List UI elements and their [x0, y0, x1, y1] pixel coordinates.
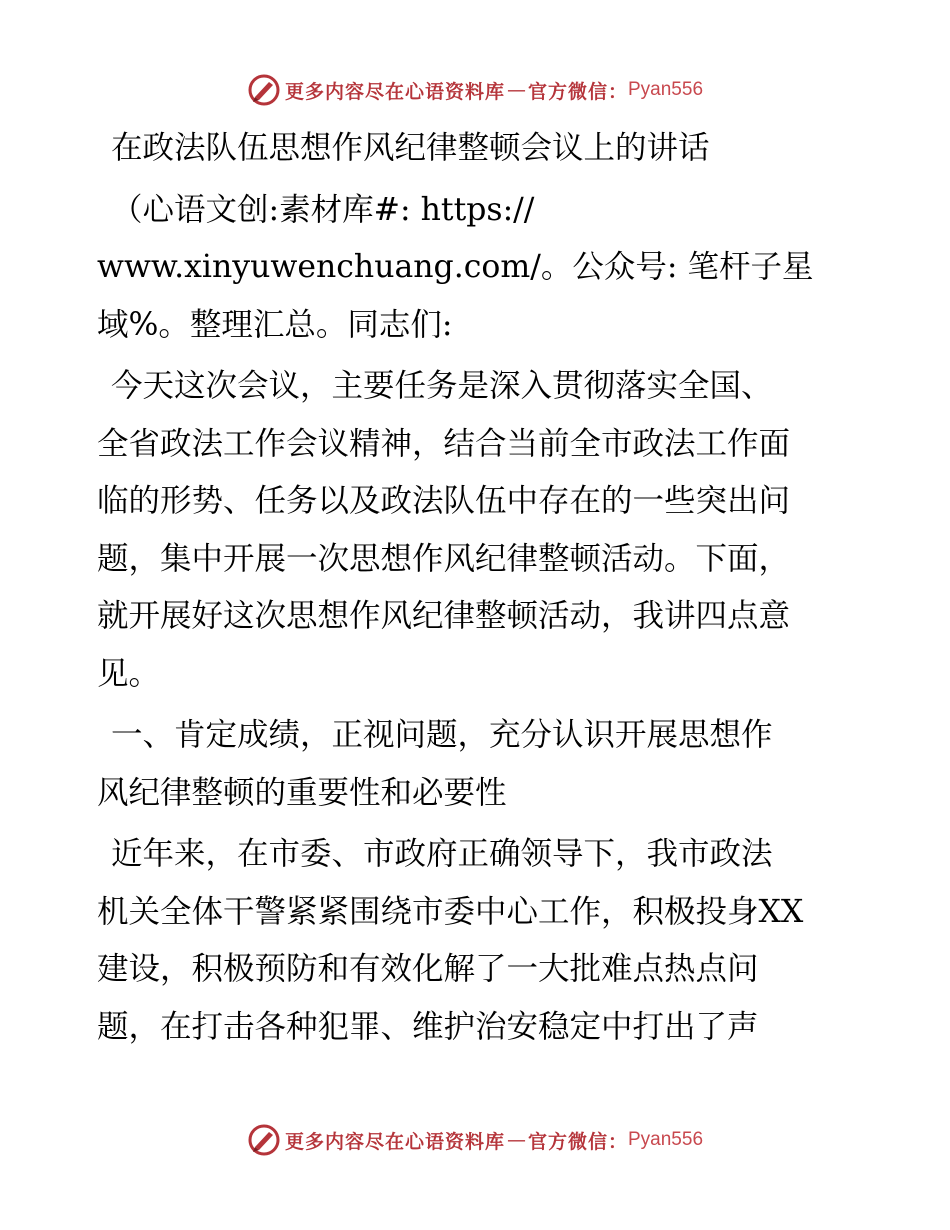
- document-body: [97, 120, 857, 1056]
- banner-separator: —: [506, 1129, 526, 1151]
- banner-account: Pyan556: [628, 1129, 704, 1150]
- pen-logo-icon: [247, 73, 281, 107]
- para1-line-4: 题，集中开展一次思想作风纪律整顿活动。下面，: [97, 540, 791, 577]
- section-heading-1-line-1: 一、肯定成绩，正视问题，充分认识开展思想作: [111, 717, 773, 753]
- banner-account: Pyan556: [628, 79, 704, 100]
- source-line-3: 域%。整理汇总。同志们:: [97, 306, 453, 343]
- para1-line-1: 今天这次会议，主要任务是深入贯彻落实全国、: [111, 368, 773, 404]
- para2-line-1: 近年来，在市委、市政府正确领导下，我市政法: [111, 836, 773, 872]
- banner-label: 官方微信：: [527, 80, 628, 103]
- document-title: 在政法队伍思想作风纪律整顿会议上的讲话: [111, 130, 710, 166]
- banner-label: 官方微信：: [527, 1130, 628, 1153]
- source-line-2: www.xinyuwenchuang.com/。公众号: 笔杆子星: [97, 249, 814, 285]
- pen-logo-icon: [247, 1123, 281, 1157]
- para1-line-3: 临的形势、任务以及政法队伍中存在的一些突出问: [97, 483, 791, 519]
- banner-main-text: 更多内容尽在心语资料库: [284, 80, 505, 103]
- header-banner: [0, 70, 950, 110]
- para1-line-6: 见。: [97, 655, 161, 692]
- para2-line-4: 题，在打击各种犯罪、维护治安稳定中打出了声: [97, 1008, 759, 1045]
- para1-line-5: 就开展好这次思想作风纪律整顿活动，我讲四点意: [97, 598, 791, 634]
- para1-line-2: 全省政法工作会议精神，结合当前全市政法工作面: [97, 425, 791, 462]
- banner-main-text: 更多内容尽在心语资料库: [284, 1130, 505, 1153]
- footer-banner: [0, 1120, 950, 1160]
- para2-line-2: 机关全体干警紧紧围绕市委中心工作，积极投身XX: [97, 893, 804, 930]
- banner-separator: —: [506, 79, 526, 101]
- section-heading-1-line-2: 风纪律整顿的重要性和必要性: [97, 774, 507, 811]
- para2-line-3: 建设，积极预防和有效化解了一大批难点热点问: [97, 951, 759, 987]
- source-line-1: （心语文创:素材库#: https://: [111, 191, 535, 228]
